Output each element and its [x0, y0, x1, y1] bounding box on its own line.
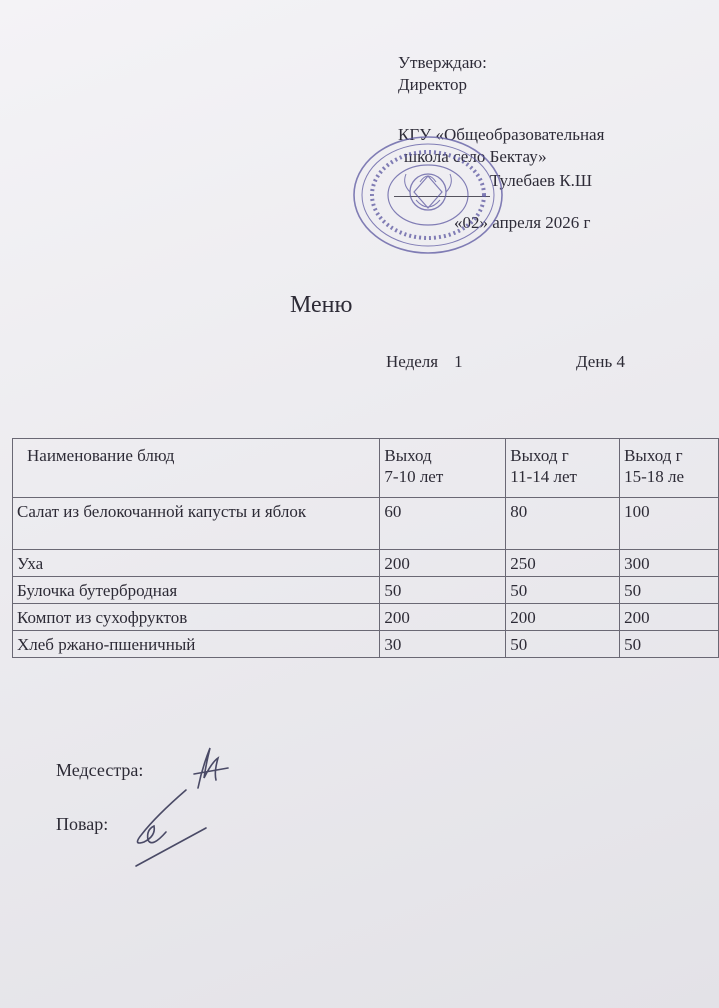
portion-7-10: 50	[380, 577, 506, 604]
portion-7-10: 30	[380, 631, 506, 658]
portion-11-14: 200	[506, 604, 620, 631]
dish-name: Уха	[13, 550, 380, 577]
cook-label: Повар:	[56, 814, 109, 834]
portion-15-18: 300	[620, 550, 719, 577]
portion-11-14: 50	[506, 631, 620, 658]
approval-date: «02» апреля 2026 г	[454, 213, 591, 232]
dish-name: Компот из сухофруктов	[13, 604, 380, 631]
portion-7-10: 200	[380, 550, 506, 577]
portion-15-18: 50	[620, 631, 719, 658]
table-row	[13, 577, 719, 604]
week-number: 1	[454, 352, 463, 371]
table-header-row	[13, 439, 719, 498]
week-label: Неделя	[386, 352, 439, 371]
week-day-line	[386, 352, 625, 372]
portion-15-18: 50	[620, 577, 719, 604]
table-row	[13, 550, 719, 577]
nurse-label: Медсестра:	[56, 760, 144, 780]
official-seal-stamp	[350, 134, 506, 256]
header-portion-15-18: Выход г 15-18 ле	[620, 439, 719, 498]
cook-signature	[126, 786, 210, 872]
table-row	[13, 631, 719, 658]
portion-7-10: 60	[380, 498, 506, 550]
table-row	[13, 604, 719, 631]
table-row	[13, 498, 719, 550]
portion-7-10: 200	[380, 604, 506, 631]
organization-line-1: КГУ «Общеобразовательная	[398, 125, 605, 144]
page-title: Меню	[290, 292, 353, 318]
director-name: Тулебаев К.Ш	[490, 171, 593, 190]
header-dish-name: Наименование блюд	[13, 439, 380, 498]
dish-name: Булочка бутербродная	[13, 577, 380, 604]
portion-11-14: 250	[506, 550, 620, 577]
dish-name: Салат из белокочанной капусты и яблок	[13, 498, 380, 550]
director-position: Директор	[398, 75, 467, 94]
portion-11-14: 50	[506, 577, 620, 604]
portion-15-18: 100	[620, 498, 719, 550]
organization-line-2: школа село Бектау»	[404, 147, 547, 166]
header-portion-11-14: Выход г 11-14 лет	[506, 439, 620, 498]
portion-11-14: 80	[506, 498, 620, 550]
header-portion-7-10: Выход 7-10 лет	[380, 439, 506, 498]
portion-15-18: 200	[620, 604, 719, 631]
day-label: День 4	[576, 352, 625, 371]
menu-table	[12, 438, 719, 658]
approve-label: Утверждаю:	[398, 53, 487, 72]
dish-name: Хлеб ржано-пшеничный	[13, 631, 380, 658]
